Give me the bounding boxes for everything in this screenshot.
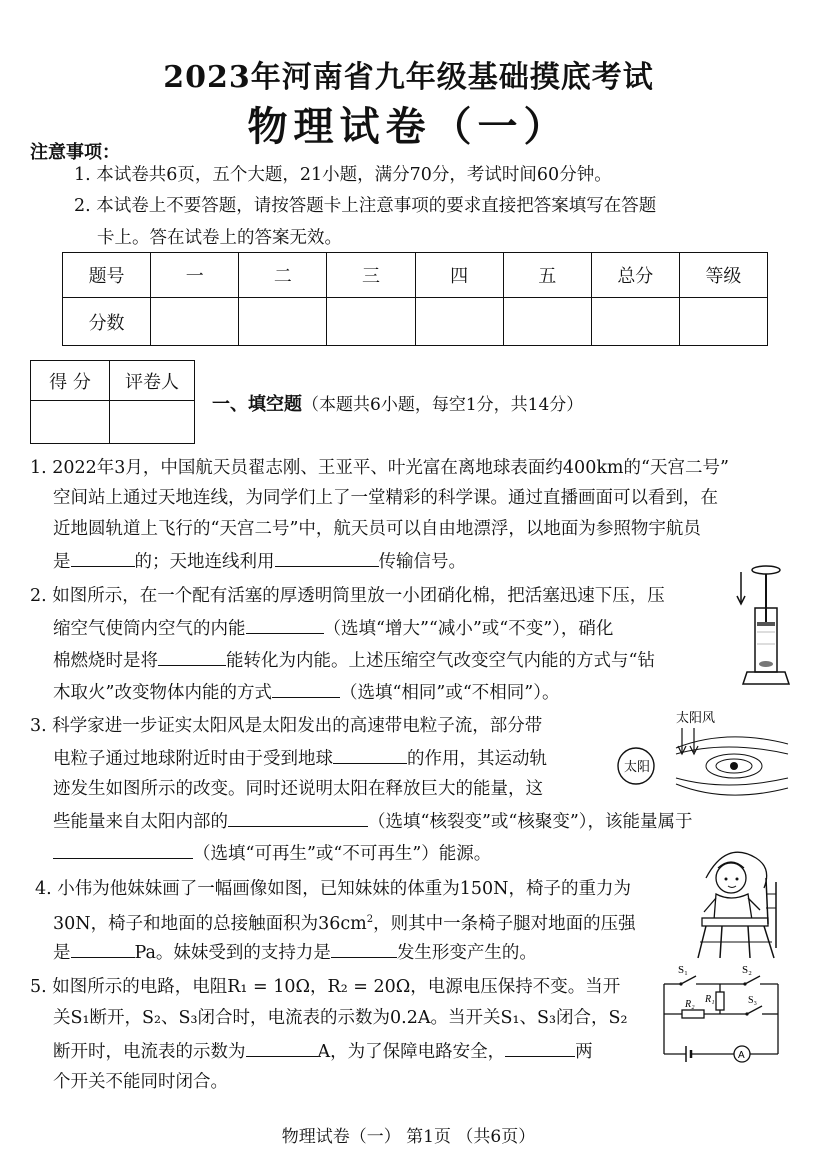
q3-line-1: 3. 科学家进一步证实太阳风是太阳发出的高速带电粒子流，部分带 <box>30 716 543 736</box>
q4-text: ，则其中一条椅子腿对地面的压强 <box>373 913 636 934</box>
q1-text: 的；天地连线利用 <box>134 552 275 572</box>
r1-label: R₁ <box>705 994 715 1005</box>
s1-label: S₁ <box>678 964 688 976</box>
q2-line-4 <box>53 679 560 705</box>
grader-name-cell <box>110 401 195 444</box>
answer-blank <box>158 647 226 666</box>
q2-text: （选填“增大”“减小”或“不变”），硝化 <box>323 619 614 639</box>
q3-line-2 <box>53 745 547 771</box>
q2-line-1: 2. 如图所示，在一个配有活塞的厚透明筒里放一小团硝化棉，把活塞迅速下压，压 <box>30 586 665 606</box>
solar-wind-figure <box>616 708 791 803</box>
score-header-cell: 题号 <box>63 253 151 298</box>
q4-text: 是 <box>53 943 71 963</box>
q2-text: 能转化为内能。上述压缩空气改变空气内能的方式与“钻 <box>226 651 655 671</box>
q5-line-2: 关S₁断开，S₂、S₃闭合时，电流表的示数为0.2A。当开关S₁、S₃闭合，S₂ <box>53 1008 628 1028</box>
q1-line-2: 空间站上通过天地连线，为同学们上了一堂精彩的科学课。通过直播画面可以看到，在 <box>53 488 718 508</box>
answer-blank <box>71 548 135 567</box>
q1-line-1: 1. 2022年3月，中国航天员翟志刚、王亚平、叶光富在离地球表面约400km的“天宫二号” <box>30 458 729 478</box>
score-table <box>62 252 768 346</box>
q3-text: 的作用，其运动轨 <box>407 749 547 769</box>
score-header-cell: 一 <box>151 253 239 298</box>
q2-line-3 <box>53 647 655 673</box>
score-header-cell: 三 <box>327 253 415 298</box>
q5-line-4: 个开关不能同时闭合。 <box>53 1072 228 1092</box>
score-cell <box>327 298 415 346</box>
girl-on-chair-figure <box>686 838 786 962</box>
q5-text: 两 <box>575 1042 593 1062</box>
q4-line-2 <box>53 908 636 936</box>
score-header-cell: 二 <box>239 253 327 298</box>
q3-line-4 <box>53 808 693 834</box>
q3-line-3: 迹发生如图所示的改变。同时还说明太阳在释放巨大的能量，这 <box>53 779 543 799</box>
q4-line-1: 4. 小伟为他妹妹画了一幅画像如图，已知妹妹的体重为150N，椅子的重力为 <box>35 879 631 899</box>
score-cell <box>679 298 767 346</box>
circuit-diagram <box>660 962 785 1064</box>
answer-blank <box>228 808 368 827</box>
q5-line-1: 5. 如图所示的电路，电阻R₁ = 10Ω，R₂ = 20Ω，电源电压保持不变。当开 <box>30 977 621 997</box>
answer-blank <box>275 548 379 567</box>
q3-text: 些能量来自太阳内部的 <box>53 812 228 832</box>
q4-text: 30N，椅子和地面的总接触面积为36cm <box>53 913 367 934</box>
q1-text: 传输信号。 <box>378 552 466 572</box>
q3-text: （选填“核裂变”或“核聚变”），该能量属于 <box>368 812 693 832</box>
section-1-title: 一、填空题 <box>212 394 302 415</box>
q2-text: 木取火”改变物体内能的方式 <box>53 683 272 703</box>
score-header-cell: 四 <box>415 253 503 298</box>
q1-line-3: 近地圆轨道上飞行的“天宫二号”中，航天员可以自由地漂浮，以地面为参照物宇航员 <box>53 519 701 539</box>
notice-item-2a: 2. 本试卷上不要答题，请按答题卡上注意事项的要求直接把答案填写在答题 <box>74 196 657 216</box>
answer-blank <box>71 939 135 958</box>
q4-text: Pa。妹妹受到的支持力是 <box>134 943 331 963</box>
q4-superscript: 2 <box>366 914 374 925</box>
notice-item-2b: 卡上。答在试卷上的答案无效。 <box>97 228 342 248</box>
answer-blank <box>333 745 407 764</box>
q1-line-4 <box>53 548 466 574</box>
score-cell <box>415 298 503 346</box>
grader-name-header: 评卷人 <box>110 361 195 401</box>
page-footer: 物理试卷（一） 第1页 （共6页） <box>281 1127 536 1147</box>
score-header-cell: 五 <box>503 253 591 298</box>
answer-blank <box>505 1038 575 1057</box>
score-row-label: 分数 <box>63 298 151 346</box>
section-1-heading <box>212 390 583 416</box>
q2-text: （选填“相同”或“不相同”）。 <box>339 683 560 703</box>
grader-score-cell <box>31 401 110 444</box>
q2-text: 缩空气使筒内空气的内能 <box>53 619 246 639</box>
sun-label: 太阳 <box>624 759 651 774</box>
score-header-cell: 等级 <box>679 253 767 298</box>
section-1-subtitle: （本题共6小题，每空1分，共14分） <box>302 395 584 415</box>
notice-heading: 注意事项： <box>30 142 120 163</box>
score-cell <box>239 298 327 346</box>
solar-wind-label: 太阳风 <box>676 710 716 725</box>
s3-label: S₃ <box>748 995 758 1006</box>
exam-subtitle: 物理试卷（一） <box>247 103 570 150</box>
notice-item-1: 1. 本试卷共6页，五个大题，21小题，满分70分，考试时间60分钟。 <box>74 165 612 185</box>
score-header-cell: 总分 <box>591 253 679 298</box>
exam-title: 2023年河南省九年级基础摸底考试 <box>163 60 654 95</box>
answer-blank <box>53 840 193 859</box>
ammeter-label: A <box>738 1050 745 1061</box>
score-cell <box>591 298 679 346</box>
grader-score-header: 得 分 <box>31 361 110 401</box>
r2-label: R₂ <box>685 999 695 1010</box>
answer-blank <box>331 939 397 958</box>
score-cell <box>503 298 591 346</box>
answer-blank <box>246 615 324 634</box>
piston-cylinder-figure <box>733 560 793 690</box>
score-cell <box>151 298 239 346</box>
q1-text: 是 <box>53 552 71 572</box>
s2-label: S₂ <box>742 964 752 976</box>
q3-text: 电粒子通过地球附近时由于受到地球 <box>53 749 333 769</box>
grader-table <box>30 360 195 444</box>
q3-text: （选填“可再生”或“不可再生”）能源。 <box>193 844 492 864</box>
q5-text: 断开时，电流表的示数为 <box>53 1042 246 1062</box>
q2-text: 棉燃烧时是将 <box>53 651 158 671</box>
answer-blank <box>272 679 340 698</box>
q4-line-3 <box>53 939 537 965</box>
q5-text: A，为了保障电路安全， <box>317 1042 506 1062</box>
q5-line-3 <box>53 1038 593 1064</box>
answer-blank <box>246 1038 318 1057</box>
q3-line-5 <box>53 840 491 866</box>
q2-line-2 <box>53 615 613 641</box>
q4-text: 发生形变产生的。 <box>396 943 537 963</box>
